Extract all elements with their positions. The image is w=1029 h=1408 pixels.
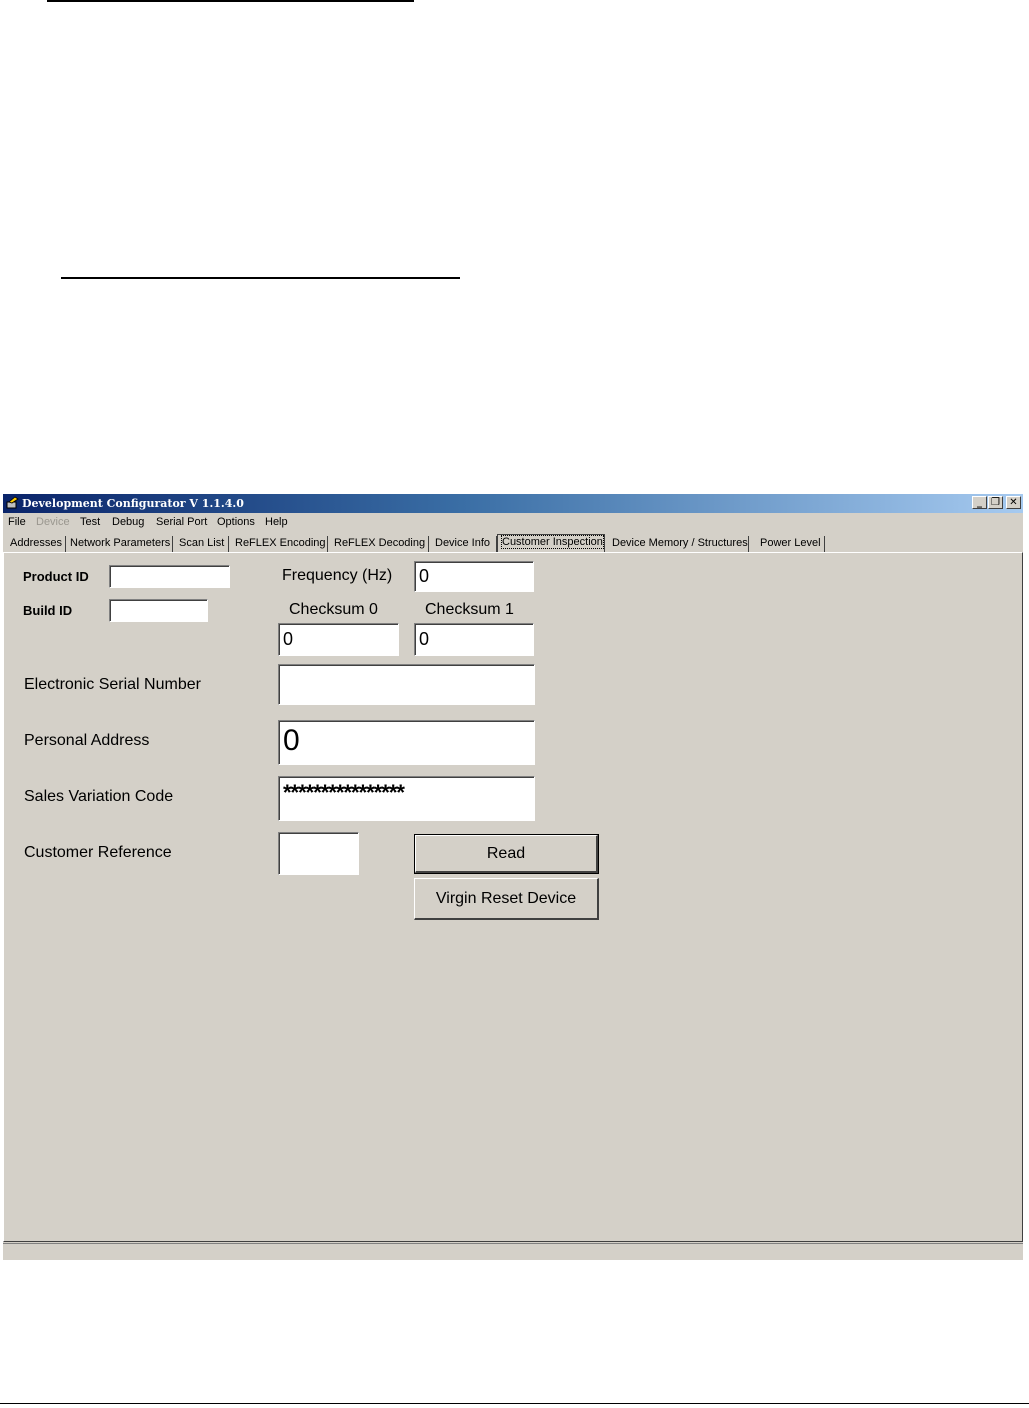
menu-bar <box>3 513 1023 531</box>
restore-button[interactable]: ❐ <box>988 496 1003 509</box>
personal-address-label: Personal Address <box>24 732 150 749</box>
read-button[interactable]: Read <box>415 835 598 873</box>
tab-label: Network Parameters <box>70 537 171 549</box>
personal-address-field[interactable] <box>278 720 535 765</box>
product-id-field[interactable] <box>109 565 230 588</box>
menu-test[interactable]: Test <box>80 516 101 528</box>
menu-options[interactable]: Options <box>217 516 255 528</box>
product-id-label: Product ID <box>23 569 89 584</box>
tab-reflex-encoding[interactable] <box>231 536 328 552</box>
document-footer-rule <box>0 1403 1029 1404</box>
customer-reference-label: Customer Reference <box>24 844 172 861</box>
tab-power-level[interactable] <box>756 536 825 552</box>
virgin-reset-device-button[interactable]: Virgin Reset Device <box>414 878 599 920</box>
tab-label: ReFLEX Decoding <box>334 537 426 549</box>
sales-variation-code-field[interactable] <box>278 776 535 821</box>
tab-label: Power Level <box>760 537 821 549</box>
esn-field[interactable] <box>278 664 535 705</box>
customer-inspection-panel <box>3 552 1023 1242</box>
checksum1-value: 0 <box>419 629 430 649</box>
app-icon <box>6 496 20 510</box>
checksum1-label: Checksum 1 <box>425 601 514 618</box>
window-title: Development Configurator V 1.1.4.0 <box>22 497 244 510</box>
customer-reference-field[interactable] <box>278 832 359 875</box>
document-rule-top <box>47 0 414 2</box>
tab-label: Device Memory / Structures <box>612 537 748 549</box>
build-id-label: Build ID <box>23 603 73 618</box>
menu-device[interactable]: Device <box>36 516 70 528</box>
tab-strip <box>3 534 1023 553</box>
checksum1-field[interactable] <box>414 623 534 656</box>
tab-addresses[interactable] <box>6 536 66 552</box>
menu-help[interactable]: Help <box>265 516 288 528</box>
build-id-field[interactable] <box>109 599 208 622</box>
tab-reflex-decoding[interactable] <box>330 536 429 552</box>
tab-network-parameters[interactable] <box>66 536 173 552</box>
checksum0-label: Checksum 0 <box>289 601 378 618</box>
frequency-value: 0 <box>419 566 430 586</box>
frequency-field[interactable] <box>414 561 534 592</box>
sales-variation-code-value: **************** <box>283 780 404 805</box>
document-rule-middle <box>61 277 460 279</box>
checksum0-field[interactable] <box>278 623 399 656</box>
status-bar <box>3 1243 1023 1260</box>
tab-label: ReFLEX Encoding <box>235 537 326 549</box>
close-button[interactable]: ✕ <box>1006 496 1021 509</box>
menu-file[interactable]: File <box>8 516 26 528</box>
tab-label: Customer Inspection <box>502 536 603 548</box>
app-window <box>3 494 1023 1260</box>
tab-scan-list[interactable] <box>175 536 229 552</box>
sales-variation-code-label: Sales Variation Code <box>24 788 174 805</box>
tab-device-info[interactable] <box>431 536 497 552</box>
frequency-label: Frequency (Hz) <box>282 567 393 584</box>
tab-label: Addresses <box>10 537 62 549</box>
esn-label: Electronic Serial Number <box>24 676 201 693</box>
tab-label: Device Info <box>435 537 491 549</box>
menu-debug[interactable]: Debug <box>112 516 145 528</box>
menu-serial-port[interactable]: Serial Port <box>156 516 208 528</box>
tab-device-memory-structures[interactable] <box>608 536 749 552</box>
tab-label: Scan List <box>179 537 225 549</box>
tab-customer-inspection[interactable] <box>497 534 605 553</box>
minimize-button[interactable]: _ <box>972 496 987 509</box>
checksum0-value: 0 <box>283 629 294 649</box>
title-bar[interactable] <box>3 494 1023 513</box>
personal-address-value: 0 <box>283 724 300 757</box>
